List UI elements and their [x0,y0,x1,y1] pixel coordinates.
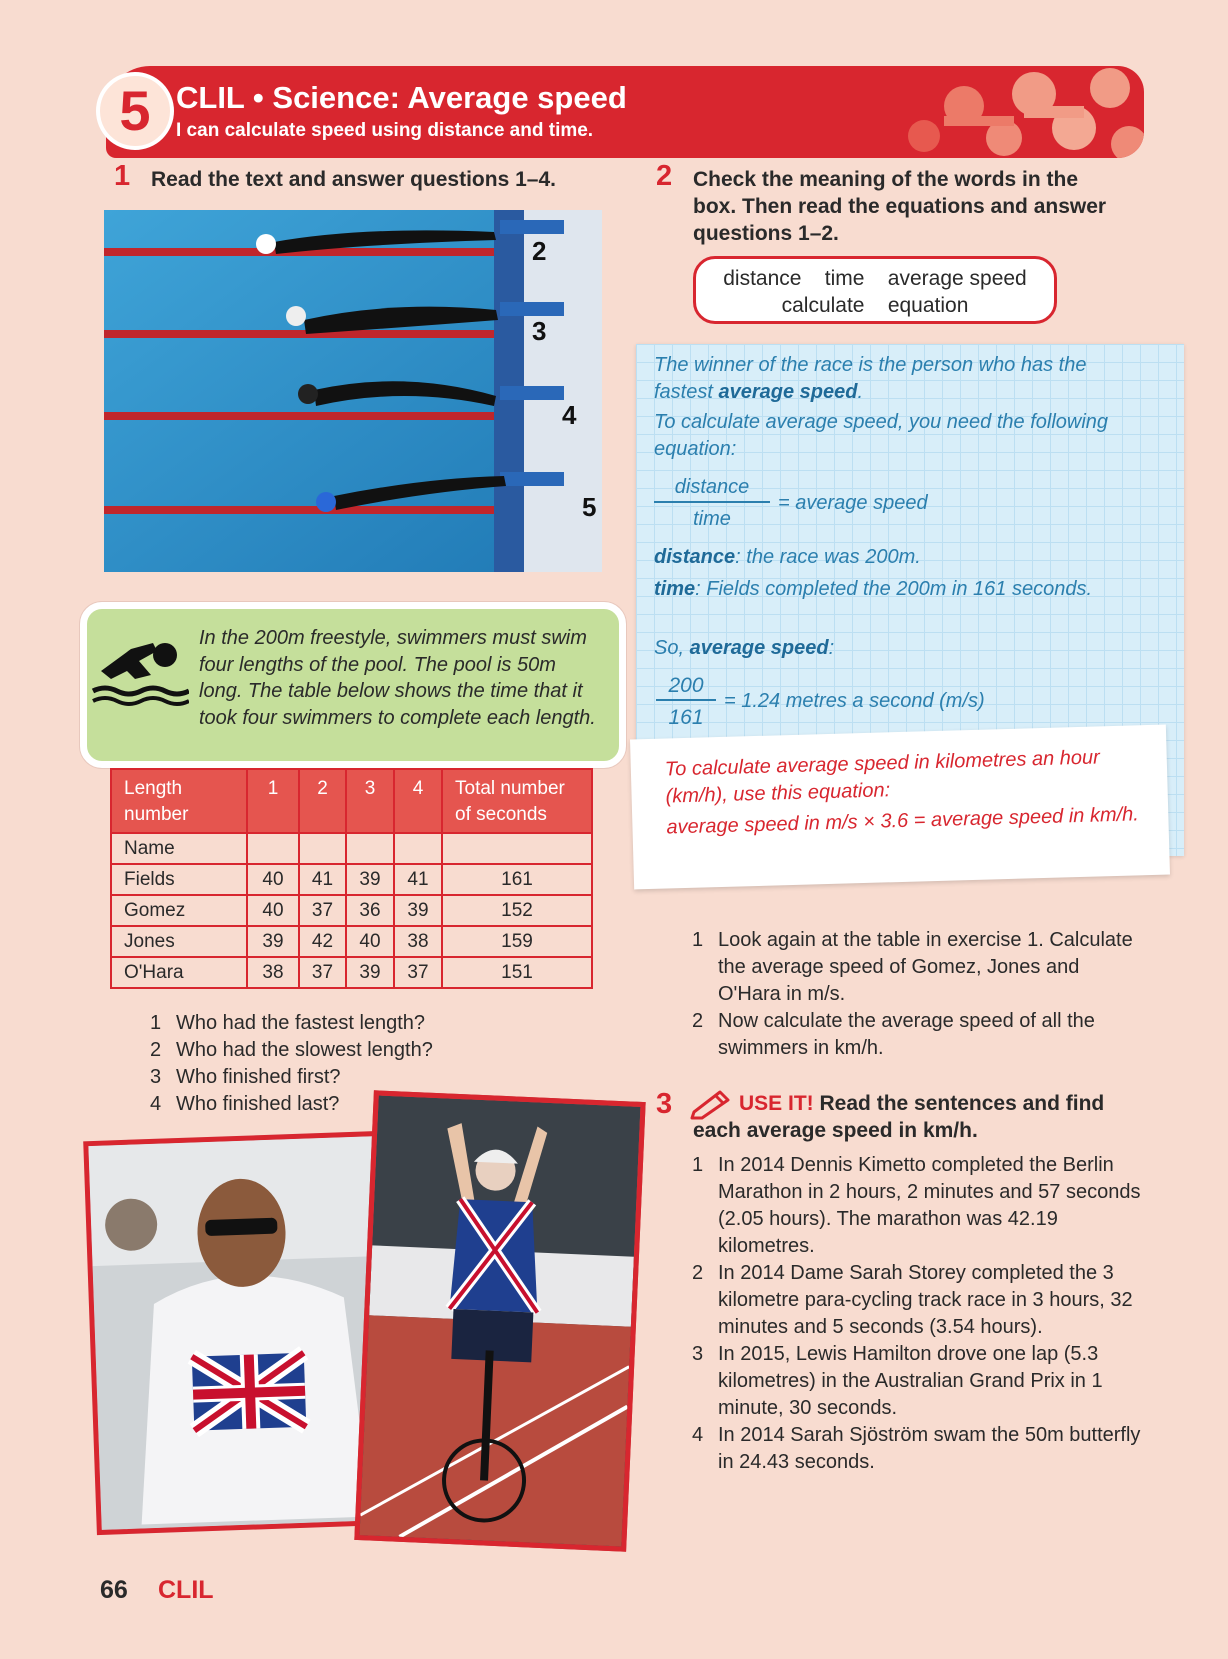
total-cell: 159 [442,926,592,957]
total-cell: 151 [442,957,592,988]
footer-label: CLIL [158,1576,214,1604]
table-header-row [111,769,592,833]
length-cell: 37 [299,895,346,926]
time-line: time: Fields completed the 200m in 161 seconds. [654,578,1093,600]
page-title: CLIL • Science: Average speed [176,80,627,115]
exercise-2-number: 2 [656,160,673,192]
word-box-line-1: distance time average speed [723,267,1027,290]
length-cell: 37 [299,957,346,988]
length-cell: 41 [299,864,346,895]
driver-photo [83,1131,395,1535]
word-box [693,256,1057,324]
kmh-note [630,725,1170,890]
calc-numerator: 200 [656,672,716,701]
info-box [80,602,626,768]
cyclist-photo [354,1090,645,1551]
grid-paragraph-2: To calculate average speed, you need the following equation: [654,411,1109,460]
name-label: Name [111,833,247,864]
list-item: 2 Who had the slowest length? [150,1039,433,1061]
so-line: So, average speed: [654,637,835,659]
total-cell: 152 [442,895,592,926]
list-item: 3 In 2015, Lewis Hamilton drove one lap (5.3 kilometres) in the Australian Grand Prix in 1 minute, 30 seconds. [692,1343,1103,1419]
length-cell: 39 [346,864,394,895]
swimmer-icon [91,627,189,707]
distance-line: distance: the race was 200m. [654,546,921,568]
list-item: 3 Who finished first? [150,1066,341,1088]
note-text: To calculate average speed in kilometres an hour (km/h), use this equation: average speed in m/s × 3.6 = average speed in km/h. [664,746,1140,839]
swimmer-name: Gomez [111,895,247,926]
exercise-1-number: 1 [114,160,131,192]
lane-number-5: 5 [582,492,597,522]
length-cell: 40 [247,864,299,895]
list-item: 1 Look again at the table in exercise 1. Calculate the average speed of Gomez, Jones and O'Hara in m/s. [692,929,1133,1005]
header-length-4: 4 [394,769,442,833]
grid-paragraph-1: The winner of the race is the person who has the fastest average speed. [654,354,1087,403]
table-row [111,957,592,988]
swimmer-name: Jones [111,926,247,957]
list-item: 2 In 2014 Dame Sarah Storey completed the 3 kilometre para-cycling track race in 3 hours, 32 minutes and 5 seconds (3.54 hours). [692,1262,1133,1338]
swimmer-name: O'Hara [111,957,247,988]
length-cell: 38 [394,926,442,957]
swimmers-photo [104,210,602,572]
header-length-3: 3 [346,769,394,833]
swimmer-name: Fields [111,864,247,895]
list-item: 2 Now calculate the average speed of all the swimmers in km/h. [692,1010,1095,1059]
length-cell: 39 [394,895,442,926]
header-length-1: 1 [247,769,299,833]
length-cell: 38 [247,957,299,988]
length-cell: 37 [394,957,442,988]
fraction-numerator: distance [654,474,770,503]
length-cell: 39 [247,926,299,957]
exercise-3-items [692,1152,1142,1476]
fraction-denominator: time [693,508,731,530]
length-cell: 39 [346,957,394,988]
length-cell: 42 [299,926,346,957]
exercise-3-number: 3 [656,1088,673,1120]
list-item: 1 Who had the fastest length? [150,1012,426,1034]
length-cell: 40 [346,926,394,957]
use-it-label: USE IT! [739,1092,814,1115]
calc-denominator: 161 [668,706,704,729]
word-box-line-2: calculate equation [781,294,969,317]
header-total-seconds: Total number of seconds [442,769,592,833]
exercise-2-questions [692,927,1142,1062]
length-cell: 36 [346,895,394,926]
decorative-blobs [884,66,1144,158]
info-text: In the 200m freestyle, swimmers must swim four lengths of the pool. The pool is 50m long. The table below shows the time that it took four swimmers to complete each length. [199,627,596,729]
list-item: 1 In 2014 Dennis Kimetto completed the Berlin Marathon in 2 hours, 2 minutes and 57 seconds (2.05 hours). The marathon was 42.19 kilometres. [692,1154,1141,1257]
header-length-number: Length number [111,769,247,833]
table-row [111,895,592,926]
length-cell: 41 [394,864,442,895]
table-row [111,864,592,895]
fraction-result: = average speed [778,492,928,514]
exercise-1-instruction: Read the text and answer questions 1–4. [151,168,556,191]
lane-number-2: 2 [532,236,547,266]
lengths-table [110,768,593,989]
calc-result: = 1.24 metres a second (m/s) [724,690,985,712]
list-item: 4 In 2014 Sarah Sjöström swam the 50m butterfly in 24.43 seconds. [692,1424,1141,1473]
list-item: 4 Who finished last? [150,1093,340,1115]
exercise-3-instruction: USE IT! Read the sentences and find each average speed in km/h. [693,1092,1105,1142]
exercise-2-instruction: Check the meaning of the words in the box. Then read the equations and answer questions 1–2. [693,168,1107,245]
total-cell: 161 [442,864,592,895]
lane-number-4: 4 [562,400,577,430]
table-row-name [111,833,592,864]
length-cell: 40 [247,895,299,926]
page-subtitle: I can calculate speed using distance and time. [176,120,594,141]
header-length-2: 2 [299,769,346,833]
unit-number-badge: 5 [96,72,174,150]
table-row [111,926,592,957]
lane-number-3: 3 [532,316,547,346]
page-number: 66 [100,1576,128,1604]
